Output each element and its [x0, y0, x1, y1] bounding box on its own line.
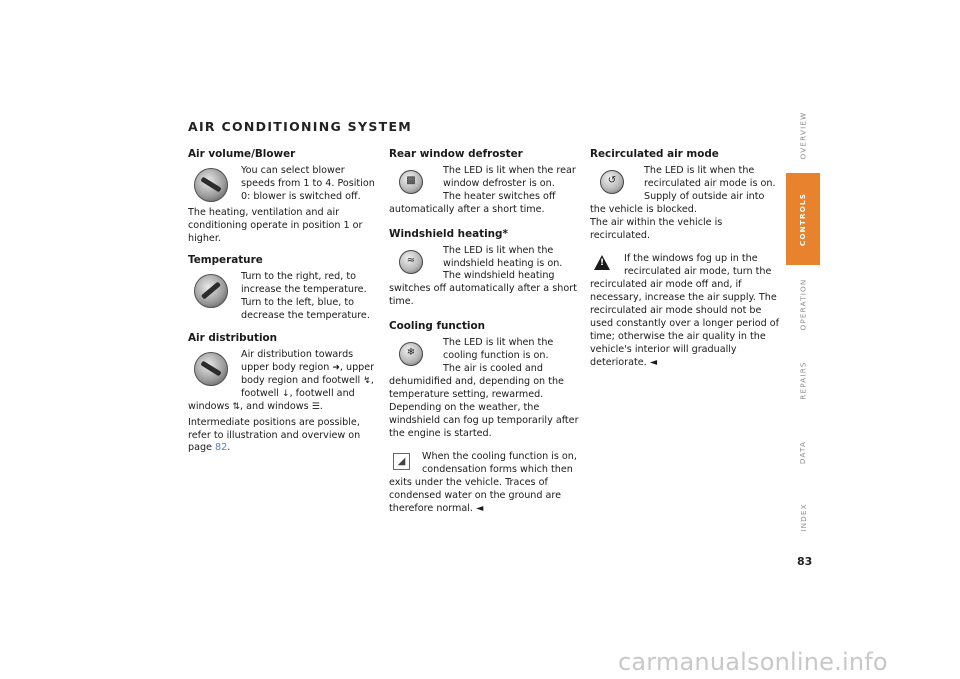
tab-overview[interactable]: OVERVIEW [798, 111, 808, 160]
cooling-text-2: The air is cooled and dehumidified and, depending on the temperature setting, rewarmed. [389, 362, 564, 400]
warning-icon: ! [594, 255, 610, 270]
cooling-heading: Cooling function [389, 320, 486, 333]
tab-controls[interactable]: CONTROLS [786, 173, 820, 265]
note-icon: ◢ [393, 453, 410, 470]
blower-knob-icon [194, 168, 228, 202]
recirc-heading: Recirculated air mode [590, 148, 719, 160]
recirc-block [590, 165, 783, 242]
cooling-text-1: The LED is lit when the cooling function is on. [443, 337, 554, 362]
side-tab-strip [786, 98, 820, 548]
recirc-warning-block [590, 253, 783, 369]
distribution-block [188, 349, 380, 414]
tab-index[interactable]: INDEX [798, 502, 808, 532]
distribution-p2-pre: Intermediate positions are possible, refer to illustration and overview on page [188, 416, 361, 454]
section-title: AIR CONDITIONING SYSTEM [188, 119, 413, 134]
rear-defroster-text-2: The heater switches off automatically after a short time. [389, 190, 556, 215]
temperature-text-2: Turn to the left, blue, to decrease the temperature. [241, 297, 370, 322]
windshield-text-1: The LED is lit when the windshield heating is on. [443, 244, 563, 269]
cooling-snowflake-button-icon: ❄ [399, 342, 423, 366]
temperature-heading: Temperature [188, 254, 263, 267]
distribution-text-2 [188, 417, 380, 456]
distribution-t6: . [319, 400, 323, 412]
column-middle [389, 148, 582, 516]
page-number: 83 [797, 555, 813, 568]
tab-data[interactable]: DATA [798, 440, 808, 464]
distribution-t1: Air distribution towards upper body region [241, 349, 354, 373]
rear-defroster-block [389, 165, 582, 217]
cooling-text-3: Depending on the weather, the windshield can fog up temporarily after the engine is started. [389, 401, 579, 439]
upper-body-arrow-icon: ➜ [332, 362, 340, 373]
cooling-note [389, 451, 582, 516]
temperature-text-1: Turn to the right, red, to increase the temperature. [241, 271, 367, 296]
rear-defroster-text-1: The LED is lit when the rear window defroster is on. [443, 165, 576, 189]
cooling-block [389, 337, 582, 440]
distribution-knob-icon [194, 352, 228, 386]
footwell-arrow-icon: ↓ [282, 388, 290, 399]
page-82-link[interactable]: 82 [215, 442, 228, 454]
column-right [590, 148, 783, 370]
cooling-end-mark: ◄ [476, 503, 484, 515]
blower-block [188, 165, 380, 245]
column-left [188, 148, 380, 455]
upper-body-footwell-arrow-icon: ↯ [363, 375, 371, 386]
windshield-heading: Windshield heating* [389, 227, 508, 240]
watermark: carmanualsonline.info [618, 648, 888, 676]
cooling-note-text: When the cooling function is on, condensation forms which then exits under the vehicle. Traces of condensed water on the ground are therefore normal. [389, 451, 577, 515]
tab-operation[interactable]: OPERATION [798, 278, 808, 330]
recirc-warning-text: If the windows fog up in the recirculated air mode, turn the recirculated air mode off and, if necessary, increase the air supply. The recirculated air mode should not be used constantly over a longer period of time; otherwise the air quality in the vehicle's interior will gradually deteriorate. [590, 253, 780, 368]
distribution-t2: , upper body region and footwell [241, 361, 375, 386]
distribution-t4: , footwell and windows [188, 387, 355, 412]
distribution-t3: , footwell [241, 374, 374, 399]
tab-repairs[interactable]: REPAIRS [798, 360, 808, 400]
rear-defroster-button-icon: ▩ [399, 170, 423, 194]
recirc-button-icon: ↺ [600, 170, 624, 194]
cooling-note-block [389, 451, 582, 516]
footwell-windows-arrow-icon: ⇅ [232, 401, 241, 412]
windshield-text-2: The windshield heating switches off automatically after a short time. [389, 270, 577, 308]
temperature-block [188, 271, 380, 323]
blower-heading: Air volume/Blower [188, 148, 296, 160]
distribution-heading: Air distribution [188, 332, 278, 345]
distribution-t5: , and windows [240, 400, 309, 412]
recirc-text-1: The LED is lit when the recirculated air mode is on. Supply of outside air into the vehicle is blocked. [590, 165, 776, 215]
recirc-warning [590, 253, 783, 369]
rear-defroster-heading: Rear window defroster [389, 148, 523, 160]
windshield-heating-button-icon: ≈ [399, 250, 423, 274]
windshield-block [389, 245, 582, 310]
windows-defrost-icon: ☰ [311, 401, 320, 412]
blower-text-2: The heating, ventilation and air conditioning operate in position 1 or higher. [188, 206, 363, 244]
blower-text-1: You can select blower speeds from 1 to 4. Position 0: blower is switched off. [241, 165, 375, 202]
recirc-text-2: The air within the vehicle is recirculated. [590, 216, 723, 241]
distribution-p2-end: . [227, 442, 231, 454]
recirc-end-mark: ◄ [649, 356, 658, 368]
